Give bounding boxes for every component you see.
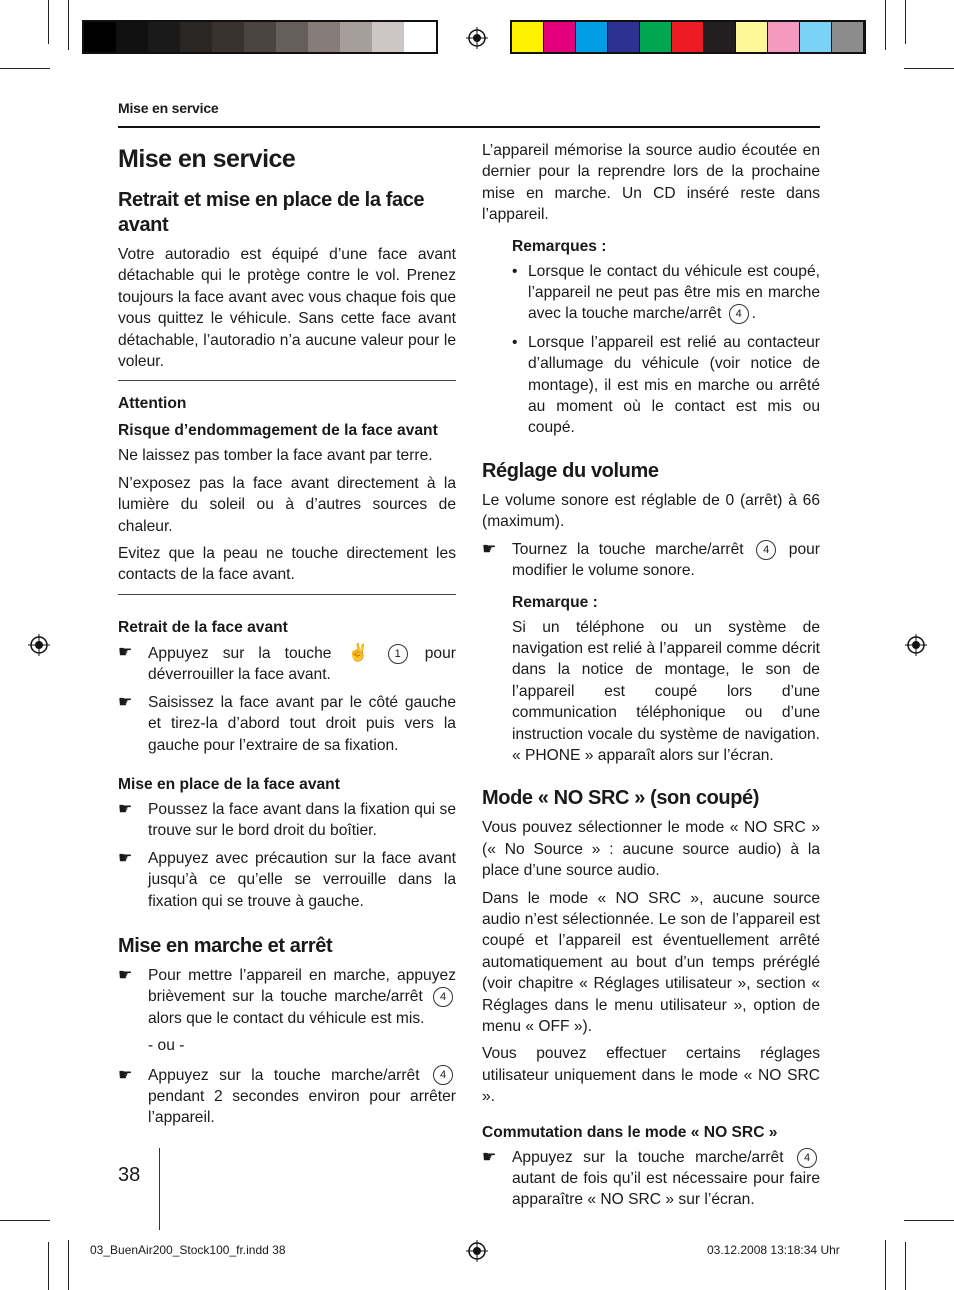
- crop-mark: [905, 0, 906, 44]
- hand-pointer-icon: ☛: [482, 1148, 497, 1166]
- memory-intro: L’appareil mémorise la source audio écoutée en dernier pour la reprendre lors de la prochaine mise en marche. Un CD inséré reste dans l’appareil.: [482, 142, 820, 224]
- color-swatch: [212, 22, 244, 52]
- attention-text: Ne laissez pas tomber la face avant par terre.: [118, 447, 433, 465]
- volume-text: Le volume sonore est réglable de 0 (arrêt) à 66 (maximum).: [482, 491, 820, 531]
- remarks-label: Remarques :: [512, 237, 607, 255]
- page-number-rule: [159, 1148, 160, 1230]
- remark-item: • Lorsque l’appareil est relié au contacteur d’allumage du véhicule (voir notice de montage), il est mis en marche ou arrêté au moment où le contact est mis ou coupé.: [512, 333, 820, 437]
- color-swatch: [640, 22, 672, 52]
- color-swatch: [244, 22, 276, 52]
- crop-mark: [885, 1240, 886, 1290]
- hand-pointer-icon: ☛: [118, 800, 133, 818]
- attention-label: Attention: [118, 395, 187, 413]
- color-swatch: [800, 22, 832, 52]
- remark-text: Si un téléphone ou un système de navigation est relié à l’appareil comme décrit dans la notice de montage, le son de l’appareil est coupé lors d’une communication téléphonique ou d’une instruction vocale du système de navigation. « PHONE » apparaît alors sur l’écran.: [512, 618, 820, 764]
- nosrc-text: Dans le mode « NO SRC », aucune source audio n’est sélectionnée. Le son de l’appareil est coupé et l’appareil est éventuellement arrêté automatiquement au bout d’un temps préréglé (voir chapitre « Réglages utilisateur », section « Réglages dans le menu utilisateur », option de menu « OFF »).: [482, 889, 820, 1035]
- color-swatch: [576, 22, 608, 52]
- instruction-step: ☛ Poussez la face avant dans la fixation qui se trouve sur le bord droit du boîtier.: [118, 800, 456, 840]
- color-swatch: [608, 22, 640, 52]
- section-heading-onoff: Mise en marche et arrêt: [118, 934, 333, 957]
- crop-mark: [0, 68, 50, 69]
- registration-mark-icon: [466, 27, 488, 49]
- color-swatch: [116, 22, 148, 52]
- key-number: 4: [433, 1065, 453, 1085]
- page-number: 38: [118, 1164, 141, 1186]
- key-number: 1: [388, 644, 408, 664]
- color-swatch: [148, 22, 180, 52]
- instruction-step: ☛ Appuyez sur la touche marche/arrêt 4 autant de fois qu’il est nécessaire pour faire apparaître « NO SRC » sur l’écran.: [482, 1148, 820, 1209]
- color-swatch: [736, 22, 768, 52]
- left-column: [118, 140, 456, 1135]
- color-swatch: [308, 22, 340, 52]
- crop-mark: [48, 1242, 49, 1290]
- process-color-bar: [510, 20, 866, 54]
- key-number: 4: [729, 304, 749, 324]
- hand-pointer-icon: ☛: [118, 849, 133, 867]
- instruction-step: ☛ Tournez la touche marche/arrêt 4 pour modifier le volume sonore.: [482, 540, 820, 580]
- hand-pointer-icon: ☛: [482, 540, 497, 558]
- crop-mark: [68, 0, 69, 50]
- page-title: Mise en service: [118, 145, 296, 173]
- registration-mark-icon: [466, 1240, 488, 1262]
- running-header: Mise en service: [118, 100, 219, 116]
- alternative-separator: - ou -: [148, 1037, 185, 1055]
- crop-mark: [0, 1220, 50, 1221]
- bullet-icon: •: [512, 333, 518, 351]
- removal-heading: Retrait de la face avant: [118, 618, 288, 636]
- attention-subheading: Risque d’endommagement de la face avant: [118, 422, 438, 440]
- instruction-step: ☛ Appuyez sur la touche marche/arrêt 4 pendant 2 secondes environ pour arrêter l’appareil.: [118, 1066, 456, 1127]
- hand-pointer-icon: ☛: [118, 643, 133, 661]
- nosrc-text: Vous pouvez effectuer certains réglages utilisateur uniquement dans le mode « NO SRC ».: [482, 1045, 820, 1106]
- remark-label: Remarque :: [512, 593, 598, 611]
- color-swatch: [404, 22, 436, 52]
- bullet-icon: •: [512, 262, 518, 280]
- crop-mark: [904, 68, 954, 69]
- header-rule: [118, 126, 820, 128]
- color-swatch: [276, 22, 308, 52]
- crop-mark: [904, 1220, 954, 1221]
- faceplate-intro: Votre autoradio est équipé d’une face avant détachable qui le protège contre le vol. Prenez toujours la face avant avec vous chaque fois que vous quittez le véhicule. Sans cette face avant détachable, l’autoradio n’a aucune valeur pour le voleur.: [118, 246, 456, 371]
- section-heading-faceplate: Retrait et mise en place de la face avant: [118, 189, 425, 236]
- color-swatch: [372, 22, 404, 52]
- hand-pointer-icon: ☛: [118, 966, 133, 984]
- color-swatch: [544, 22, 576, 52]
- switch-heading: Commutation dans le mode « NO SRC »: [482, 1123, 778, 1141]
- crop-mark: [48, 0, 49, 44]
- instruction-step: ☛ Saisissez la face avant par le côté gauche et tirez-la d’abord tout droit puis vers la gauche pour l’extraire de sa fixation.: [118, 693, 456, 754]
- right-column: [482, 140, 820, 1217]
- section-heading-volume: Réglage du volume: [482, 459, 659, 482]
- attention-text: N’exposez pas la face avant directement à la lumière du soleil ou à d’autres sources de chaleur.: [118, 474, 456, 535]
- color-swatch: [180, 22, 212, 52]
- install-heading: Mise en place de la face avant: [118, 775, 340, 793]
- registration-mark-icon: [28, 634, 50, 656]
- remark-item: • Lorsque le contact du véhicule est coupé, l’appareil ne peut pas être mis en marche avec la touche marche/arrêt 4 .: [512, 262, 820, 323]
- color-swatch: [512, 22, 544, 52]
- divider: [118, 594, 456, 595]
- color-swatch: [672, 22, 704, 52]
- color-swatch: [768, 22, 800, 52]
- instruction-step: ☛ Appuyez avec précaution sur la face avant jusqu’à ce qu’elle se verrouille dans la fixation qui se trouve à gauche.: [118, 849, 456, 910]
- key-number: 4: [433, 987, 453, 1007]
- date-slug: 03.12.2008 13:18:34 Uhr: [707, 1243, 840, 1257]
- gray-color-bar: [82, 20, 438, 54]
- color-swatch: [84, 22, 116, 52]
- color-swatch: [704, 22, 736, 52]
- attention-text: Evitez que la peau ne touche directement les contacts de la face avant.: [118, 545, 456, 584]
- release-button-icon: ✌: [347, 642, 369, 662]
- crop-mark: [885, 0, 886, 50]
- instruction-step: ☛ Pour mettre l’appareil en marche, appuyez brièvement sur la touche marche/arrêt 4 alors que le contact du véhicule est mis.: [118, 966, 456, 1027]
- color-swatch: [340, 22, 372, 52]
- key-number: 4: [797, 1148, 817, 1168]
- section-heading-nosrc: Mode « NO SRC » (son coupé): [482, 787, 760, 810]
- color-swatch: [832, 22, 864, 52]
- hand-pointer-icon: ☛: [118, 693, 133, 711]
- divider: [118, 380, 456, 381]
- key-number: 4: [756, 540, 776, 560]
- crop-mark: [905, 1242, 906, 1290]
- hand-pointer-icon: ☛: [118, 1066, 133, 1084]
- registration-mark-icon: [905, 634, 927, 656]
- nosrc-text: Vous pouvez sélectionner le mode « NO SRC » (« No Source » : aucune source audio) à la place d’une source audio.: [482, 819, 820, 880]
- instruction-step: ☛ Appuyez sur la touche ✌ 1 pour déverrouiller la face avant.: [118, 642, 456, 684]
- crop-mark: [68, 1240, 69, 1290]
- file-slug: 03_BuenAir200_Stock100_fr.indd 38: [90, 1243, 286, 1257]
